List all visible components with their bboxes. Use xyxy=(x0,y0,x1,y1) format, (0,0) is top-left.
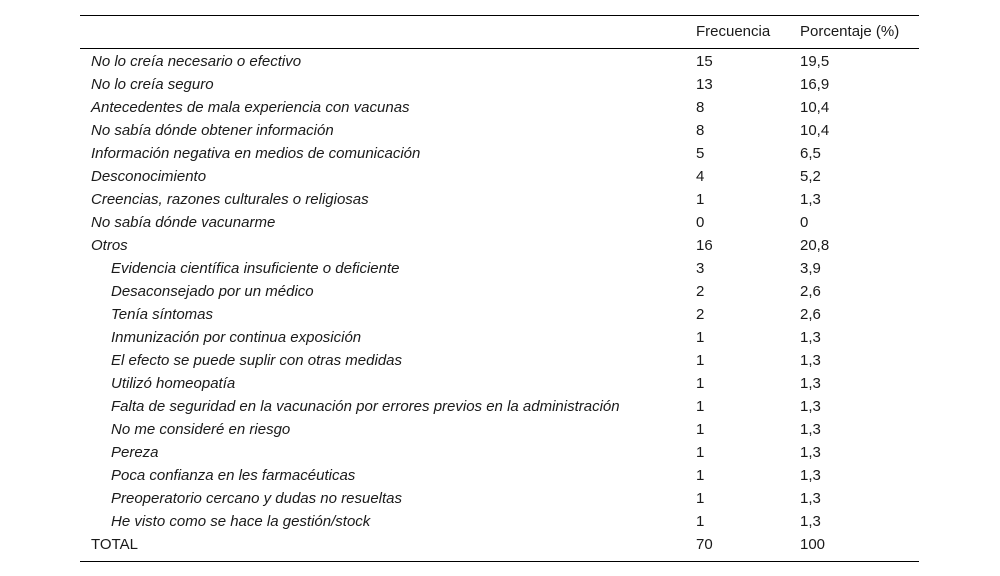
total-label: TOTAL xyxy=(91,536,138,553)
row-percentage: 10,4 xyxy=(800,99,830,116)
row-label: Desaconsejado por un médico xyxy=(111,283,314,300)
table-bottom-rule xyxy=(80,561,919,562)
row-label: Antecedentes de mala experiencia con vacunas xyxy=(91,99,410,116)
table-row xyxy=(80,487,919,510)
row-frequency: 1 xyxy=(696,421,705,438)
row-label: No sabía dónde vacunarme xyxy=(91,214,276,231)
row-percentage: 5,2 xyxy=(800,168,821,185)
table-row xyxy=(80,257,919,280)
row-frequency: 8 xyxy=(696,99,705,116)
row-percentage: 16,9 xyxy=(800,76,830,93)
table-row xyxy=(80,165,919,188)
row-frequency: 1 xyxy=(696,398,705,415)
row-percentage: 10,4 xyxy=(800,122,830,139)
row-percentage: 1,3 xyxy=(800,421,821,438)
table-row xyxy=(80,142,919,165)
row-frequency: 1 xyxy=(696,490,705,507)
row-label: Poca confianza en les farmacéuticas xyxy=(111,467,356,484)
table-row xyxy=(80,211,919,234)
row-label: El efecto se puede suplir con otras medidas xyxy=(111,352,402,369)
row-frequency: 2 xyxy=(696,283,705,300)
table-row xyxy=(80,395,919,418)
row-label: Falta de seguridad en la vacunación por errores previos en la administración xyxy=(111,398,620,415)
table-row xyxy=(80,326,919,349)
row-percentage: 1,3 xyxy=(800,191,821,208)
table-row xyxy=(80,349,919,372)
data-table xyxy=(80,15,919,562)
row-label: Pereza xyxy=(111,444,159,461)
table-row xyxy=(80,96,919,119)
table-row xyxy=(80,372,919,395)
row-percentage: 1,3 xyxy=(800,329,821,346)
row-frequency: 1 xyxy=(696,191,705,208)
row-frequency: 5 xyxy=(696,145,705,162)
row-percentage: 19,5 xyxy=(800,53,830,70)
table-row xyxy=(80,441,919,464)
row-label: Evidencia científica insuficiente o deficiente xyxy=(111,260,400,277)
table-row xyxy=(80,50,919,73)
row-frequency: 3 xyxy=(696,260,705,277)
row-percentage: 1,3 xyxy=(800,444,821,461)
table-body xyxy=(80,49,919,561)
table-row xyxy=(80,119,919,142)
row-percentage: 2,6 xyxy=(800,283,821,300)
header-frequency: Frecuencia xyxy=(696,23,771,40)
table-row xyxy=(80,234,919,257)
row-frequency: 1 xyxy=(696,375,705,392)
row-percentage: 1,3 xyxy=(800,467,821,484)
row-frequency: 1 xyxy=(696,352,705,369)
row-frequency: 1 xyxy=(696,329,705,346)
table-row xyxy=(80,418,919,441)
row-label: Tenía síntomas xyxy=(111,306,214,323)
row-percentage: 3,9 xyxy=(800,260,821,277)
row-percentage: 1,3 xyxy=(800,375,821,392)
row-frequency: 8 xyxy=(696,122,705,139)
row-label: Creencias, razones culturales o religiosas xyxy=(91,191,369,208)
row-label: He visto como se hace la gestión/stock xyxy=(111,513,371,530)
table-row xyxy=(80,188,919,211)
table-row xyxy=(80,464,919,487)
row-label: Inmunización por continua exposición xyxy=(111,329,362,346)
row-frequency: 4 xyxy=(696,168,705,185)
total-percentage: 100 xyxy=(800,536,826,553)
row-label: Utilizó homeopatía xyxy=(111,375,236,392)
row-percentage: 2,6 xyxy=(800,306,821,323)
row-frequency: 13 xyxy=(696,76,713,93)
row-percentage: 0 xyxy=(800,214,809,231)
row-percentage: 6,5 xyxy=(800,145,821,162)
row-frequency: 15 xyxy=(696,53,713,70)
row-label: No me consideré en riesgo xyxy=(111,421,291,438)
row-percentage: 1,3 xyxy=(800,398,821,415)
table-header-row xyxy=(80,16,919,48)
row-frequency: 0 xyxy=(696,214,705,231)
row-label: No lo creía seguro xyxy=(91,76,214,93)
row-frequency: 16 xyxy=(696,237,713,254)
row-percentage: 1,3 xyxy=(800,352,821,369)
row-label: Otros xyxy=(91,237,128,254)
row-label: Información negativa en medios de comunicación xyxy=(91,145,421,162)
row-percentage: 1,3 xyxy=(800,513,821,530)
row-label: Desconocimiento xyxy=(91,168,207,185)
row-frequency: 1 xyxy=(696,444,705,461)
row-percentage: 1,3 xyxy=(800,490,821,507)
row-label: No sabía dónde obtener información xyxy=(91,122,334,139)
table-row xyxy=(80,280,919,303)
row-percentage: 20,8 xyxy=(800,237,830,254)
row-frequency: 1 xyxy=(696,467,705,484)
table-row xyxy=(80,303,919,326)
row-label: No lo creía necesario o efectivo xyxy=(91,53,302,70)
row-frequency: 2 xyxy=(696,306,705,323)
row-label: Preoperatorio cercano y dudas no resueltas xyxy=(111,490,403,507)
total-frequency: 70 xyxy=(696,536,713,553)
header-percentage: Porcentaje (%) xyxy=(800,23,900,40)
table-row xyxy=(80,510,919,533)
row-frequency: 1 xyxy=(696,513,705,530)
table-total-row xyxy=(80,533,919,556)
table-row xyxy=(80,73,919,96)
